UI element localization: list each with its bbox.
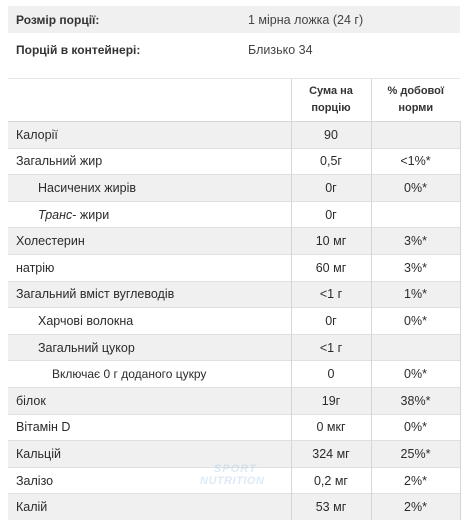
nutrient-daily-value: 2%* <box>371 467 460 494</box>
serving-size-row <box>8 6 460 33</box>
nutrient-name: білок <box>8 387 291 414</box>
table-row <box>8 148 460 175</box>
nutrient-daily-value: 0%* <box>371 175 460 202</box>
table-row <box>8 361 460 388</box>
nutrient-name: Залізо <box>8 467 291 494</box>
table-row <box>8 308 460 335</box>
nutrient-amount: 0г <box>291 175 371 202</box>
nutrient-name: натрію <box>8 254 291 281</box>
header-daily-value <box>371 79 460 122</box>
nutrient-name: Калій <box>8 494 291 520</box>
nutrient-daily-value: 2%* <box>371 494 460 520</box>
nutrient-name: Загальний жир <box>8 148 291 175</box>
table-header <box>8 79 460 122</box>
header-nutrient <box>8 79 291 122</box>
nutrient-daily-value: 3%* <box>371 254 460 281</box>
nutrient-daily-value: <1%* <box>371 148 460 175</box>
nutrient-daily-value: 0%* <box>371 361 460 388</box>
nutrient-amount: 53 мг <box>291 494 371 520</box>
nutrient-name <box>8 201 291 228</box>
table-row <box>8 201 460 228</box>
nutrient-name: Харчові волокна <box>8 308 291 335</box>
table-row <box>8 122 460 149</box>
nutrient-name: Загальний вміст вуглеводів <box>8 281 291 308</box>
nutrient-name: Насичених жирів <box>8 175 291 202</box>
nutrient-amount: 19г <box>291 387 371 414</box>
header-amount-line2: порцію <box>311 102 351 114</box>
header-dv-line1: % добової <box>387 85 444 97</box>
header-dv-line2: норми <box>398 102 434 114</box>
nutrient-amount: 90 <box>291 122 371 149</box>
table-row <box>8 175 460 202</box>
nutrient-name: Кальцій <box>8 441 291 468</box>
watermark-logo <box>200 463 280 489</box>
serving-size-value: 1 мірна ложка (24 г) <box>248 12 364 27</box>
watermark-line1: SPORT <box>214 463 257 475</box>
table-row <box>8 254 460 281</box>
nutrient-name-rest: - жири <box>72 207 110 222</box>
header-amount-line1: Сума на <box>309 85 353 97</box>
nutrient-name-italic: Транс <box>38 207 73 222</box>
nutrient-amount: 0г <box>291 201 371 228</box>
header-amount-per-serving <box>291 79 371 122</box>
nutrient-daily-value <box>371 201 460 228</box>
nutrient-amount: 0 <box>291 361 371 388</box>
nutrient-name: Включає 0 г доданого цукру <box>8 361 291 388</box>
nutrient-amount: <1 г <box>291 281 371 308</box>
nutrition-facts-table <box>8 78 461 520</box>
table-row <box>8 281 460 308</box>
nutrient-daily-value: 38%* <box>371 387 460 414</box>
nutrient-daily-value: 25%* <box>371 441 460 468</box>
table-row <box>8 334 460 361</box>
nutrient-amount: 0,2 мг <box>291 467 371 494</box>
watermark-line2: NUTRITION <box>200 475 265 487</box>
serving-size-label: Розмір порції: <box>16 12 100 27</box>
nutrient-amount: 0,5г <box>291 148 371 175</box>
servings-per-container-row <box>8 36 460 63</box>
nutrient-daily-value: 3%* <box>371 228 460 255</box>
nutrient-name: Холестерин <box>8 228 291 255</box>
nutrient-name: Загальний цукор <box>8 334 291 361</box>
table-row <box>8 414 460 441</box>
nutrient-name: Вітамін D <box>8 414 291 441</box>
servings-per-container-value: Близько 34 <box>248 42 313 57</box>
nutrient-name: Калорії <box>8 122 291 149</box>
nutrient-amount: 0 мкг <box>291 414 371 441</box>
serving-info <box>8 6 460 63</box>
nutrient-amount: 324 мг <box>291 441 371 468</box>
nutrient-daily-value <box>371 122 460 149</box>
nutrient-daily-value: 0%* <box>371 414 460 441</box>
nutrient-daily-value: 1%* <box>371 281 460 308</box>
servings-per-container-label: Порцій в контейнері: <box>16 42 141 57</box>
nutrient-daily-value <box>371 334 460 361</box>
nutrient-amount: 60 мг <box>291 254 371 281</box>
table-row <box>8 387 460 414</box>
table-row <box>8 494 460 520</box>
nutrient-amount: 0г <box>291 308 371 335</box>
nutrient-amount: 10 мг <box>291 228 371 255</box>
nutrient-daily-value: 0%* <box>371 308 460 335</box>
nutrient-amount: <1 г <box>291 334 371 361</box>
table-row <box>8 228 460 255</box>
